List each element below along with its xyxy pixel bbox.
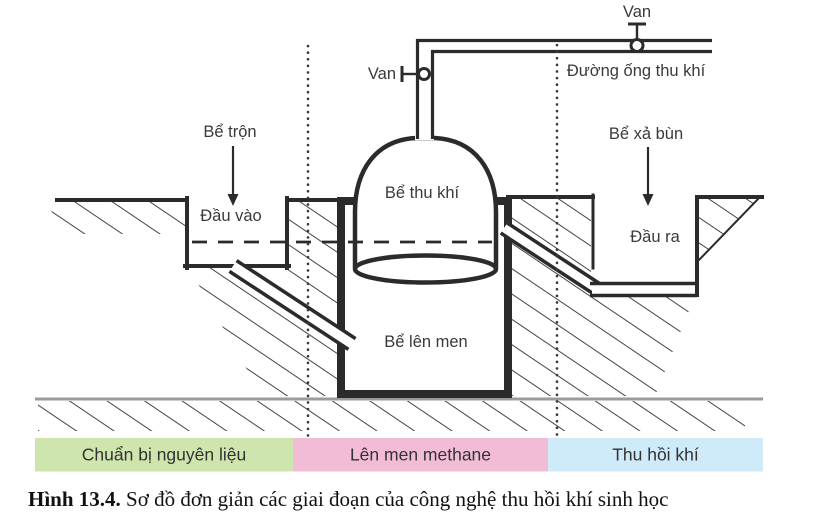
valve-right-label: Van	[622, 3, 652, 21]
ground-hatch-left-strip	[48, 202, 187, 234]
ground-hatch-left-slope	[189, 202, 338, 396]
sludge-basin	[590, 197, 697, 297]
figure-caption-text: Sơ đồ đơn giản các giai đoạn của công nghệ thu hồi khí sinh học	[120, 487, 669, 511]
sludge-tank-label: Bể xả bùn	[608, 125, 684, 143]
valve-right-body-icon	[631, 40, 643, 52]
ground-hatch-right-slope	[512, 240, 694, 396]
sludge-tank-arrowhead-icon	[643, 194, 654, 206]
figure-caption	[28, 487, 803, 512]
valve-left-body-icon	[419, 69, 430, 80]
stage-label-preparation: Chuẩn bị nguyên liệu	[81, 444, 247, 465]
fermenter-label: Bể lên men	[384, 333, 468, 351]
outlet-label: Đầu ra	[630, 228, 680, 246]
gas-pipe-label: Đường ống thu khí	[566, 62, 706, 80]
mixing-tank-label: Bể trộn	[203, 123, 257, 141]
stage-label-fermentation: Lên men methane	[349, 444, 492, 465]
valve-left-label: Van	[367, 65, 396, 83]
ground-hatch-bottom-strip	[38, 401, 745, 431]
sludge-basin-floor-bore	[592, 285, 697, 295]
figure-caption-number: Hình 13.4.	[28, 487, 121, 511]
dome-bell	[355, 138, 496, 266]
valve-right	[628, 24, 646, 52]
gas-holder-label: Bể thu khí	[384, 184, 460, 202]
gas-piping	[402, 24, 713, 140]
inlet-label: Đầu vào	[200, 207, 262, 225]
stage-bands	[35, 438, 763, 472]
stage-label-gas-recovery: Thu hồi khí	[612, 444, 699, 465]
gas-holder-dome	[355, 138, 496, 283]
mixing-tank-arrowhead-icon	[228, 194, 239, 206]
dome-bottom-rim	[355, 256, 496, 283]
